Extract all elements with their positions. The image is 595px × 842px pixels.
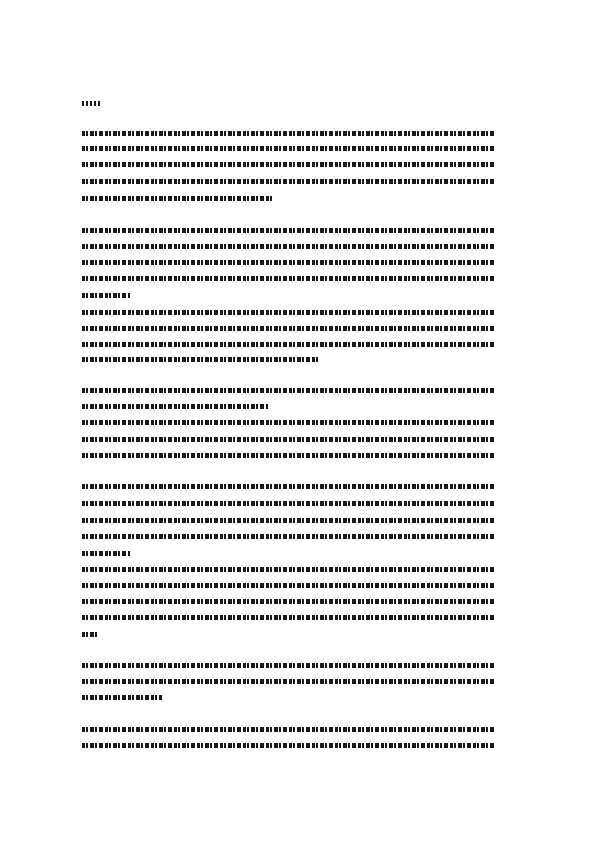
- text-line: [82, 437, 494, 442]
- text-line: [82, 695, 162, 700]
- text-line: [82, 244, 494, 249]
- text-line: [82, 518, 494, 523]
- text-line: [82, 131, 494, 136]
- text-line: [82, 179, 494, 184]
- text-line: [82, 615, 494, 620]
- text-line: [82, 567, 494, 572]
- text-line: [82, 326, 494, 331]
- text-line: [82, 357, 320, 362]
- text-line: [82, 663, 494, 668]
- text-line: [82, 727, 494, 732]
- text-line: [82, 484, 494, 489]
- text-line: [82, 743, 494, 748]
- text-line: [82, 342, 494, 347]
- text-line: [82, 420, 494, 425]
- text-line: [82, 404, 268, 409]
- text-line: [82, 388, 494, 393]
- text-line: [82, 632, 98, 637]
- text-line: [82, 583, 494, 588]
- text-line: [82, 260, 494, 265]
- text-line: [82, 551, 130, 556]
- text-line: [82, 501, 494, 506]
- text-line: [82, 276, 494, 281]
- page-header-mark: [82, 101, 100, 106]
- text-line: [82, 228, 494, 233]
- text-line: [82, 196, 272, 201]
- text-line: [82, 453, 494, 458]
- text-line: [82, 293, 130, 298]
- text-line: [82, 679, 494, 684]
- text-line: [82, 534, 494, 539]
- text-line: [82, 599, 494, 604]
- text-line: [82, 162, 494, 167]
- text-line: [82, 146, 494, 151]
- text-line: [82, 310, 494, 315]
